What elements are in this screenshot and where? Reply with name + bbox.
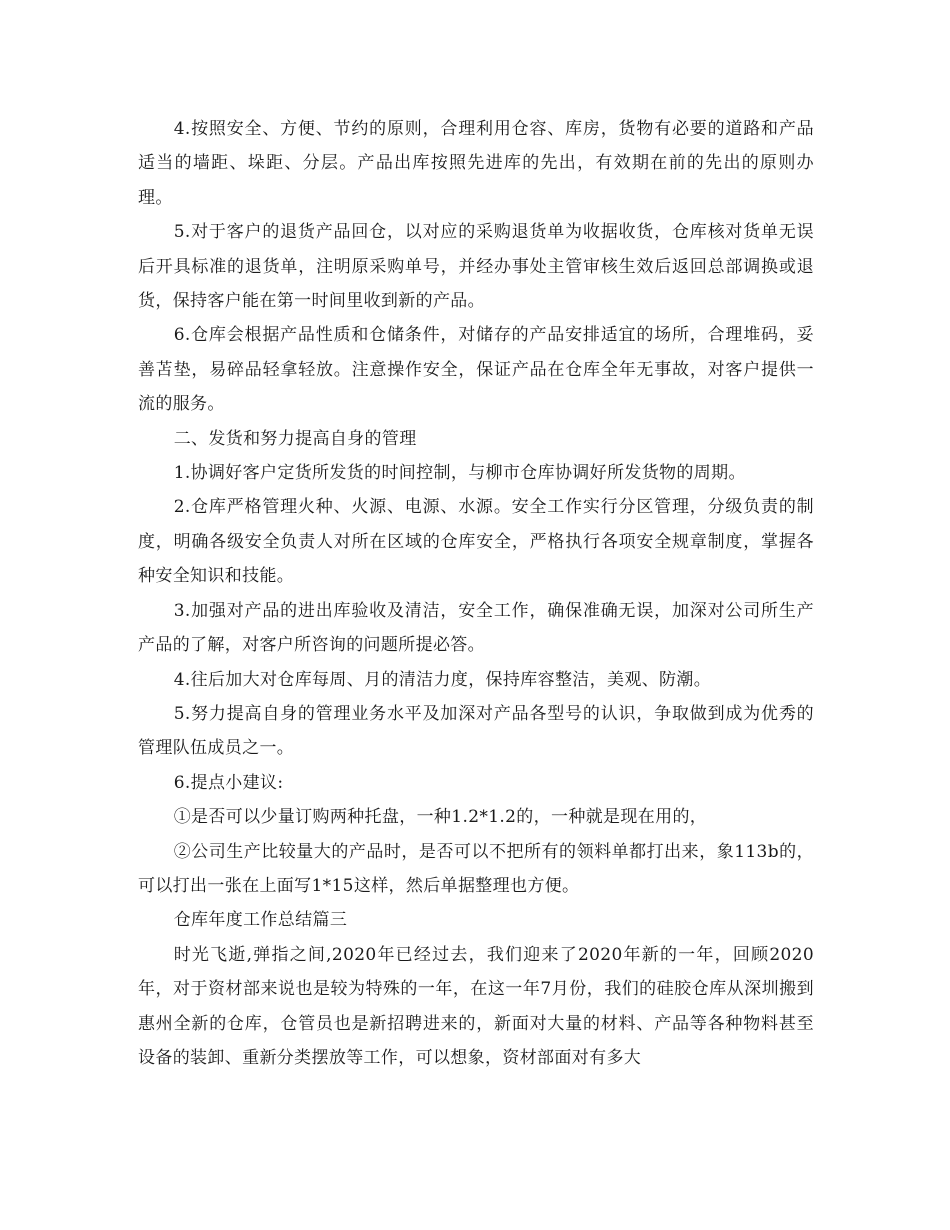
paragraph-year-review: 时光飞逝,弹指之间,2020年已经过去，我们迎来了2020年新的一年，回顾2020年，对于资材部来说也是较为特殊的一年，在这一年7月份，我们的硅胶仓库从深圳搬到惠州全新的仓库，仓管员也是新招聘进来的，新面对大量的材料、产品等各种物料甚至设备的装卸、重新分类摆放等工作，可以想象，资材部面对有多大 xyxy=(138,944,814,1068)
paragraph-storage-conditions: 6.仓库会根据产品性质和仓储条件，对储存的产品安排适宜的场所，合理堆码，妥善苫垫，易碎品轻拿轻放。注意操作安全，保证产品在仓库全年无事故，对客户提供一流的服务。 xyxy=(138,325,814,415)
paragraph-suggestion-pallets: ①是否可以少量订购两种托盘，一种1.2*1.2的，一种就是现在用的， xyxy=(173,807,708,828)
section-heading-shipping-management: 二、发货和努力提高自身的管理 xyxy=(173,428,417,449)
paragraph-suggestions-title: 6.提点小建议: xyxy=(173,772,284,793)
paragraph-returns-handling: 5.对于客户的退货产品回仓，以对应的采购退货单为收据收货，仓库核对货单无误后开具标准的退货单，注明原采购单号，并经办事处主管审核生效后返回总部调换或退货，保持客户能在第一时间里收到新的产品。 xyxy=(138,222,814,312)
paragraph-shipping-coordination: 1.协调好客户定货所发货的时间控制，与柳市仓库协调好所发货物的周期。 xyxy=(173,463,746,484)
paragraph-cleaning-schedule: 4.往后加大对仓库每周、月的清洁力度，保持库容整洁，美观、防潮。 xyxy=(173,669,712,690)
paragraph-fire-safety: 2.仓库严格管理火种、火源、电源、水源。安全工作实行分区管理，分级负责的制度，明确各级安全负责人对所在区域的仓库安全，严格执行各项安全规章制度，掌握各种安全知识和技能。 xyxy=(138,497,814,587)
paragraph-self-improvement: 5.努力提高自身的管理业务水平及加深对产品各型号的认识，争取做到成为优秀的管理队伍成员之一。 xyxy=(138,703,814,759)
paragraph-inspection-cleaning: 3.加强对产品的进出库验收及清洁，安全工作，确保准确无误，加深对公司所生产产品的了解，对客户所咨询的问题所提必答。 xyxy=(138,600,814,656)
paragraph-storage-principles: 4.按照安全、方便、节约的原则，合理利用仓容、库房，货物有必要的道路和产品适当的墙距、垛距、分层。产品出库按照先进库的先出，有效期在前的先出的原则办理。 xyxy=(138,119,814,208)
section-heading-part-three: 仓库年度工作总结篇三 xyxy=(173,910,348,931)
document-body xyxy=(138,112,814,1075)
paragraph-suggestion-requisitions: ②公司生产比较量大的产品时，是否可以不把所有的领料单都打出来，象113b的，可以打出一张在上面写1*15这样，然后单据整理也方便。 xyxy=(138,841,814,896)
